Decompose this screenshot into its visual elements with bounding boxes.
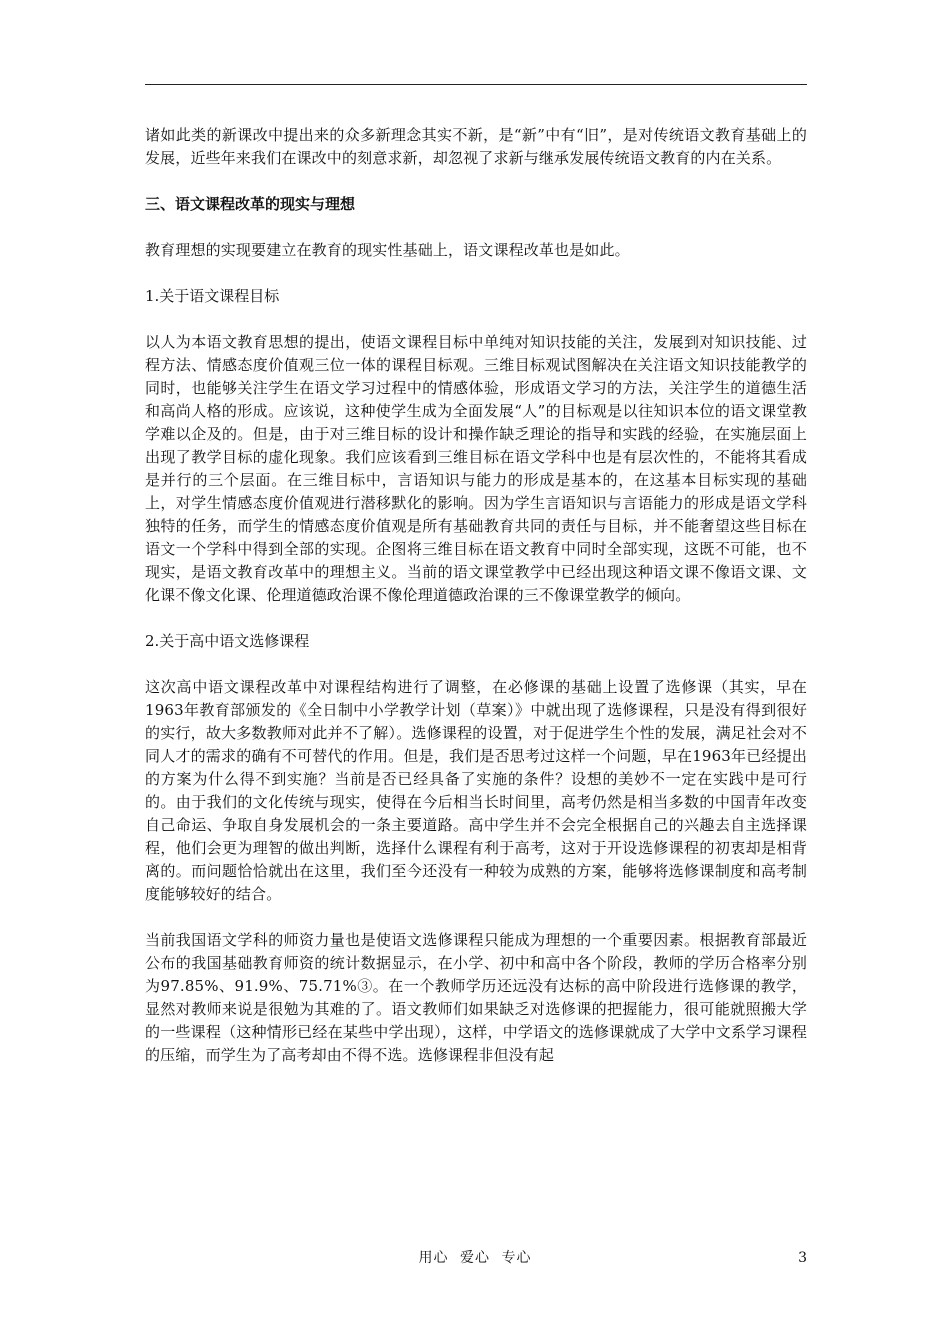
paragraph-section-intro: 教育理想的实现要建立在教育的现实性基础上，语文课程改革也是如此。 [145, 241, 630, 259]
paragraph-teachers: 当前我国语文学科的师资力量也是使语文选修课程只能成为理想的一个重要因素。根据教育部最近公布的我国基础教育师资的统计数据显示，在小学、初中和高中各个阶段，教师的学历合格率分别为97.85%、91.9%、75.71%③。在一个教师学历还远没有达标的高中阶段进行选修课的教学，显然对教师来说是很勉为其难的了。语文教师们如果缺乏对选修课的把握能力，很可能就照搬大学的一些课程（这种情形已经在某些中学出现），这样，中学语文的选修课就成了大学中文系学习课程的压缩，而学生为了高考却由不得不选。选修课程非但没有起 [145, 931, 807, 1064]
paragraph-electives: 这次高中语文课程改革中对课程结构进行了调整，在必修课的基础上设置了选修课（其实，早在1963年教育部颁发的《全日制中小学教学计划（草案）》中就出现了选修课程，只是没有得到很好的实行，故大多数教师对此并不了解）。选修课程的设置，对于促进学生个性的发展，满足社会对不同人才的需求的确有不可替代的作用。但是，我们是否思考过这样一个问题，早在1963年已经提出的方案为什么得不到实施？当前是否已经具备了实施的条件？设想的美妙不一定在实践中是可行的。由于我们的文化传统与现实，使得在今后相当长时间里，高考仍然是相当多数的中国青年改变自己命运、争取自身发展机会的一条主要道路。高中学生并不会完全根据自己的兴趣去自主选择课程，他们会更为理智的做出判断，选择什么课程有利于高考，这对于开设选修课程的初衷却是相背离的。而问题恰恰就出在这里，我们至今还没有一种较为成熟的方案，能够将选修课制度和高考制度能够较好的结合。 [145, 678, 807, 903]
header-rule [145, 84, 807, 85]
footer-slogan: 用心 爱心 专心 [418, 1250, 532, 1266]
paragraph-goals: 以人为本语文教育思想的提出，使语文课程目标中单纯对知识技能的关注，发展到对知识技能、过程方法、情感态度价值观三位一体的课程目标观。三维目标观试图解决在关注语文知识技能教学的同时，也能够关注学生在语文学习过程中的情感体验，形成语文学习的方法，关注学生的道德生活和高尚人格的形成。应该说，这种使学生成为全面发展“人”的目标观是以往知识本位的语文课堂教学难以企及的。但是，由于对三维目标的设计和操作缺乏理论的指导和实践的经验，在实施层面上出现了教学目标的虚化现象。我们应该看到三维目标在语文学科中也是有层次性的，不能将其看成是并行的三个层面。在三维目标中，言语知识与能力的形成是基本的，在这基本目标实现的基础上，对学生情感态度价值观进行潜移默化的影响。因为学生言语知识与言语能力的形成是语文学科独特的任务，而学生的情感态度价值观是所有基础教育共同的责任与目标，并不能奢望这些目标在语文一个学科中得到全部的实现。企图将三维目标在语文教育中同时全部实现，这既不可能，也不现实，是语文教育改革中的理想主义。当前的语文课堂教学中已经出现这种语文课不像语文课、文化课不像文化课、伦理道德政治课不像伦理道德政治课的三不像课堂教学的倾向。 [145, 333, 807, 604]
page-number: 3 [798, 1250, 807, 1266]
subsection-heading-electives: 2.关于高中语文选修课程 [145, 632, 310, 650]
subsection-heading-goals: 1.关于语文课程目标 [145, 287, 280, 305]
section-heading: 三、语文课程改革的现实与理想 [145, 195, 356, 213]
page-content [145, 124, 807, 1090]
paragraph-intro: 诸如此类的新课改中提出来的众多新理念其实不新，是“新”中有“旧”，是对传统语文教育基础上的发展，近些年来我们在课改中的刻意求新，却忽视了求新与继承发展传统语文教育的内在关系。 [145, 126, 807, 167]
